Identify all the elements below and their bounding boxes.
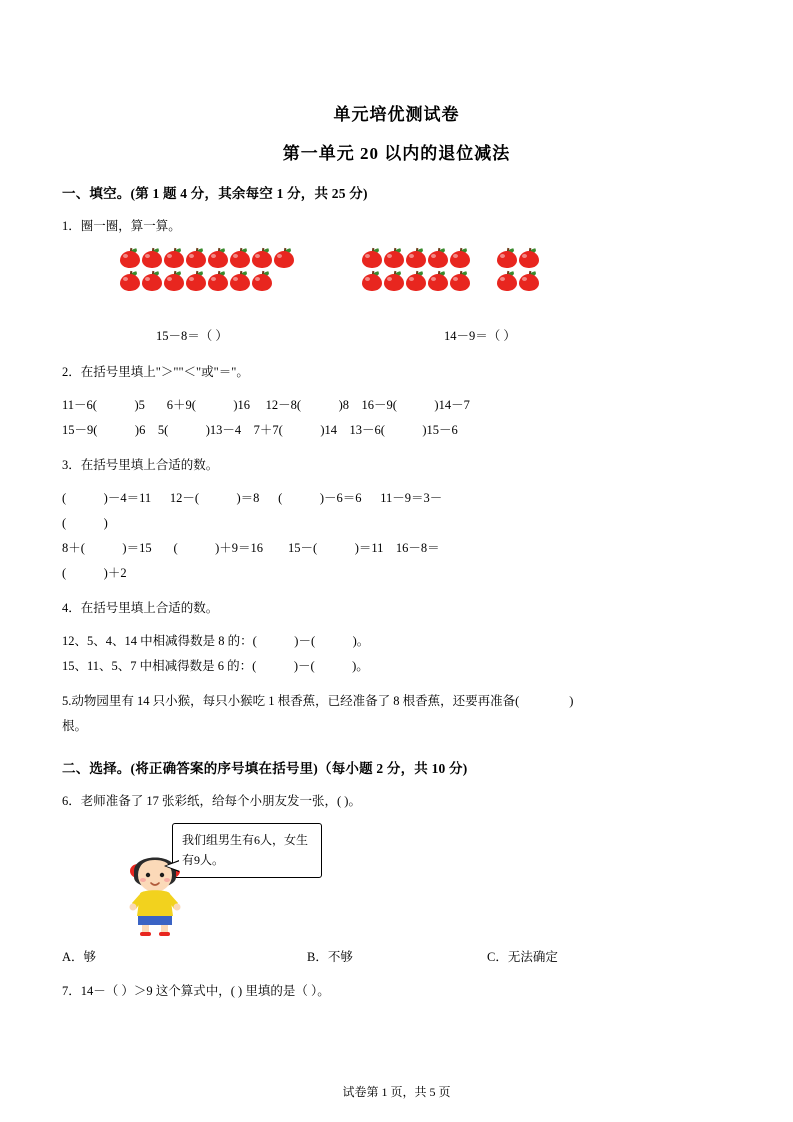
- question-3-line: ( )＋2: [62, 565, 127, 580]
- apple-icon: [120, 248, 140, 268]
- apple-icon: [406, 271, 426, 291]
- choice-c[interactable]: C．无法确定: [487, 950, 558, 965]
- apple-icon: [230, 248, 250, 268]
- apple-icon: [519, 271, 539, 291]
- question-3-line: ( ): [62, 515, 108, 530]
- apple-group-1: [120, 248, 294, 291]
- apple-icon: [142, 271, 162, 291]
- apple-group-2: [362, 248, 470, 291]
- question-3-line: ( )－4＝11 12－( )＝8 ( )－6＝6 11－9＝3－: [62, 490, 443, 505]
- apple-icon: [362, 248, 382, 268]
- apple-icon: [252, 271, 272, 291]
- question-6-prompt: 6．老师准备了 17 张彩纸，给每个小朋友发一张，( )。: [62, 793, 361, 808]
- apple-icon: [497, 271, 517, 291]
- apple-row: [120, 271, 294, 291]
- choice-b[interactable]: B．不够: [307, 950, 353, 965]
- page-title: 单元培优测试卷: [333, 105, 460, 124]
- apple-icon: [252, 248, 272, 268]
- equation-14-minus-9: 14－9＝（ ）: [444, 328, 516, 343]
- question-6-choices: [62, 947, 731, 969]
- apple-icon: [186, 248, 206, 268]
- speech-bubble: 我们组男生有6人，女生有9人。: [172, 823, 322, 877]
- question-5-line: 根。: [62, 718, 88, 733]
- apple-icon: [428, 248, 448, 268]
- question-2-line: 11－6( )5 6＋9( )16 12－8( )8 16－9( )14－7: [62, 397, 470, 412]
- section-heading-multiple-choice: 二、选择。(将正确答案的序号填在括号里)（每小题 2 分，共 10 分): [62, 760, 468, 776]
- apple-row: [362, 248, 470, 268]
- apple-icon: [164, 248, 184, 268]
- question-1-equations: [62, 326, 731, 346]
- apple-icon: [450, 248, 470, 268]
- question-7-prompt: 7．14－（ ）＞9 这个算式中，( ) 里填的是（ ）。: [62, 984, 330, 999]
- apple-row: [120, 248, 294, 268]
- apple-icon: [384, 248, 404, 268]
- apple-icon: [208, 271, 228, 291]
- apple-icon: [384, 271, 404, 291]
- page-subtitle: 第一单元 20 以内的退位减法: [282, 144, 511, 163]
- apple-icon: [406, 248, 426, 268]
- equation-15-minus-8: 15－8＝（ ）: [156, 328, 228, 343]
- apple-icon: [428, 271, 448, 291]
- apple-illustration: [62, 248, 731, 320]
- apple-icon: [142, 248, 162, 268]
- question-3-prompt: 3．在括号里填上合适的数。: [62, 457, 219, 472]
- apple-icon: [164, 271, 184, 291]
- apple-row: [497, 271, 539, 291]
- question-4-prompt: 4．在括号里填上合适的数。: [62, 600, 219, 615]
- apple-icon: [274, 248, 294, 268]
- question-5-line: 5.动物园里有 14 只小猴，每只小猴吃 1 根香蕉，已经准备了 8 根香蕉，还要再准备( ): [62, 693, 574, 708]
- apple-group-3: [497, 248, 539, 291]
- apple-icon: [186, 271, 206, 291]
- apple-row: [497, 248, 539, 268]
- apple-icon: [208, 248, 228, 268]
- section-heading-fill-in-blanks: 一、填空。(第 1 题 4 分，其余每空 1 分，共 25 分): [62, 186, 368, 201]
- apple-icon: [230, 271, 250, 291]
- choice-a[interactable]: A．够: [62, 950, 97, 965]
- question-1-prompt: 1．圈一圈，算一算。: [62, 219, 181, 233]
- question-4-line: 15、11、5、7 中相减得数是 6 的：( )－( )。: [62, 658, 369, 673]
- speech-bubble-tail: [166, 861, 180, 871]
- apple-icon: [120, 271, 140, 291]
- apple-row: [362, 271, 470, 291]
- girl-character-icon: [124, 841, 186, 936]
- question-4-line: 12、5、4、14 中相减得数是 8 的：( )－( )。: [62, 633, 370, 648]
- question-2-prompt: 2．在括号里填上"＞""＜"或"＝"。: [62, 364, 249, 379]
- apple-icon: [519, 248, 539, 268]
- apple-icon: [497, 248, 517, 268]
- question-2-line: 15－9( )6 5( )13－4 7＋7( )14 13－6( )15－6: [62, 422, 458, 437]
- question-6-illustration: [62, 821, 731, 941]
- apple-icon: [362, 271, 382, 291]
- page-footer: 试卷第 1 页，共 5 页: [342, 1085, 451, 1099]
- question-3-line: 8＋( )＝15 ( )＋9＝16 15－( )＝11 16－8＝: [62, 540, 440, 555]
- apple-icon: [450, 271, 470, 291]
